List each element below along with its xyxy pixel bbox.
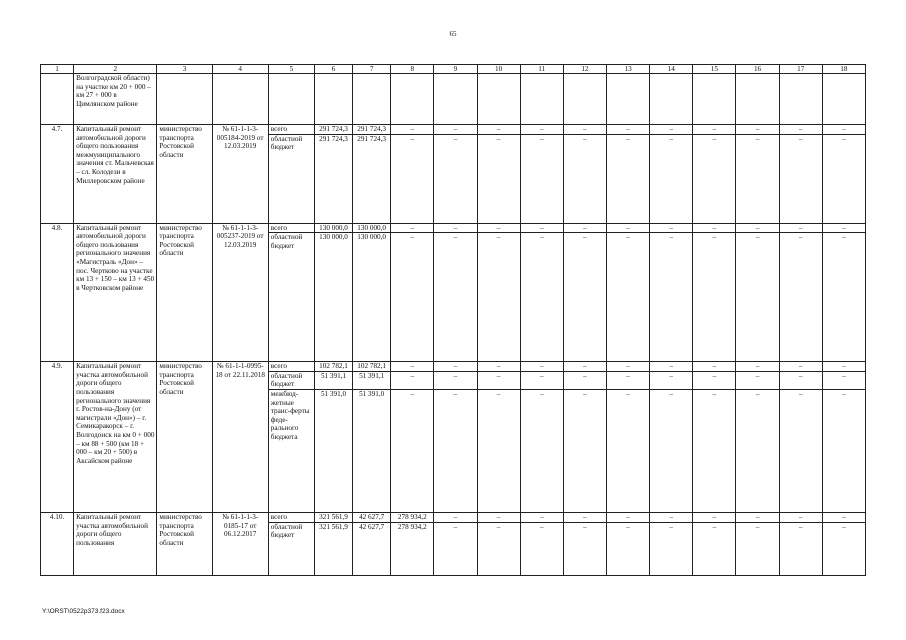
- column-header-8: 8: [391, 65, 434, 74]
- value-cell-7: 291 724,3: [353, 125, 391, 135]
- value-cell-9: –: [434, 125, 477, 135]
- table-row: [41, 223, 866, 233]
- empty-cell: [779, 74, 822, 125]
- value-cell-6: 321 561,9: [314, 522, 352, 575]
- value-cell-7: 291 724,3: [353, 134, 391, 223]
- value-cell-6: 291 724,3: [314, 125, 352, 135]
- funding-source-cell: областной бюджет: [268, 134, 314, 223]
- column-header-5: 5: [268, 65, 314, 74]
- value-cell-6: 291 724,3: [314, 134, 352, 223]
- row-number-cell: 4.10.: [41, 512, 74, 575]
- empty-cell: [822, 74, 865, 125]
- funding-source-cell: областной бюджет: [268, 371, 314, 389]
- executor-cell: министерство транспорта Ростовской области: [157, 223, 212, 362]
- empty-cell: [563, 74, 606, 125]
- row-number-cell: [41, 74, 74, 125]
- funding-source-cell: межбюд-жетные транс-ферты феде-рального бюджета: [268, 389, 314, 512]
- empty-cell: [212, 74, 268, 125]
- value-cell-8: 278 934,2: [391, 522, 434, 575]
- value-cell-6: 321 561,9: [314, 512, 352, 522]
- value-cell-12: –: [563, 134, 606, 223]
- value-cell-14: –: [650, 134, 693, 223]
- object-name-cell: Капитальный ремонт автомобильной дороги общего пользования межмуниципального значения ст. Мальчевская – сл. Колодези в Миллеровском районе: [74, 125, 157, 224]
- document-number-cell: № 61-1-1-0995-18 от 22.11.2018: [212, 362, 268, 513]
- empty-cell: [520, 74, 563, 125]
- empty-cell: [693, 74, 736, 125]
- column-header-10: 10: [477, 65, 520, 74]
- table-row: [41, 74, 866, 125]
- value-cell-11: –: [520, 522, 563, 575]
- empty-cell: [391, 74, 434, 125]
- empty-cell: [314, 74, 352, 125]
- value-cell-9: –: [434, 233, 477, 362]
- empty-cell: [477, 74, 520, 125]
- value-cell-16: –: [736, 362, 779, 372]
- value-cell-17: –: [779, 233, 822, 362]
- value-cell-6: 102 782,1: [314, 362, 352, 372]
- value-cell-9: –: [434, 134, 477, 223]
- value-cell-10: –: [477, 389, 520, 512]
- value-cell-11: –: [520, 512, 563, 522]
- value-cell-7: 51 391,1: [353, 371, 391, 389]
- funding-source-cell: всего: [268, 512, 314, 522]
- funding-source-cell: всего: [268, 223, 314, 233]
- executor-cell: министерство транспорта Ростовской области: [157, 512, 212, 575]
- column-header-4: 4: [212, 65, 268, 74]
- value-cell-8: –: [391, 371, 434, 389]
- value-cell-16: –: [736, 125, 779, 135]
- value-cell-9: –: [434, 223, 477, 233]
- value-cell-15: –: [693, 223, 736, 233]
- funding-source-cell: областной бюджет: [268, 233, 314, 362]
- empty-cell: [353, 74, 391, 125]
- value-cell-17: –: [779, 125, 822, 135]
- value-cell-13: –: [606, 362, 649, 372]
- value-cell-6: 51 391,1: [314, 371, 352, 389]
- value-cell-18: –: [822, 233, 865, 362]
- value-cell-14: –: [650, 233, 693, 362]
- value-cell-9: –: [434, 512, 477, 522]
- value-cell-8: –: [391, 134, 434, 223]
- value-cell-10: –: [477, 125, 520, 135]
- row-number-cell: 4.7.: [41, 125, 74, 224]
- column-header-12: 12: [563, 65, 606, 74]
- value-cell-17: –: [779, 223, 822, 233]
- budget-table: [40, 64, 866, 576]
- value-cell-13: –: [606, 125, 649, 135]
- page-number: 65: [449, 30, 457, 38]
- row-number-cell: 4.8.: [41, 223, 74, 362]
- value-cell-14: –: [650, 512, 693, 522]
- table-row: [41, 125, 866, 135]
- value-cell-11: –: [520, 389, 563, 512]
- value-cell-11: –: [520, 371, 563, 389]
- value-cell-14: –: [650, 389, 693, 512]
- value-cell-16: –: [736, 134, 779, 223]
- value-cell-10: –: [477, 512, 520, 522]
- value-cell-12: –: [563, 512, 606, 522]
- value-cell-18: –: [822, 522, 865, 575]
- object-name-cell: Капитальный ремонт участка автомобильной дороги общего пользования регионального значения г. Ростов-на-Дону (от магистрали «Дон») – г. Семикаракорск – г. Волгодонск на км 0 + 000 – км 88 + 500 (км 18 + 000 – км 20 + 500) в Аксайском районе: [74, 362, 157, 513]
- file-path-footer: Y:\ORST\0522p373.f23.docx: [42, 608, 125, 615]
- value-cell-9: –: [434, 522, 477, 575]
- column-header-14: 14: [650, 65, 693, 74]
- document-number-cell: № 61-1-1-3-005237-2019 от 12.03.2019: [212, 223, 268, 362]
- value-cell-13: –: [606, 233, 649, 362]
- value-cell-8: –: [391, 362, 434, 372]
- row-number-cell: 4.9.: [41, 362, 74, 513]
- value-cell-13: –: [606, 134, 649, 223]
- empty-cell: [736, 74, 779, 125]
- column-header-15: 15: [693, 65, 736, 74]
- value-cell-10: –: [477, 134, 520, 223]
- value-cell-11: –: [520, 125, 563, 135]
- value-cell-10: –: [477, 233, 520, 362]
- value-cell-12: –: [563, 371, 606, 389]
- object-name-cell: Капитальный ремонт участка автомобильной дороги общего пользования: [74, 512, 157, 575]
- value-cell-6: 130 000,0: [314, 233, 352, 362]
- value-cell-7: 130 000,0: [353, 233, 391, 362]
- column-header-3: 3: [157, 65, 212, 74]
- value-cell-8: –: [391, 125, 434, 135]
- funding-source-cell: всего: [268, 362, 314, 372]
- value-cell-10: –: [477, 522, 520, 575]
- empty-cell: [268, 74, 314, 125]
- value-cell-15: –: [693, 233, 736, 362]
- value-cell-18: –: [822, 512, 865, 522]
- document-number-cell: № 61-1-1-3-0185-17 от 06.12.2017: [212, 512, 268, 575]
- column-header-6: 6: [314, 65, 352, 74]
- executor-cell: министерство транспорта Ростовской области: [157, 362, 212, 513]
- value-cell-18: –: [822, 223, 865, 233]
- value-cell-12: –: [563, 233, 606, 362]
- value-cell-9: –: [434, 389, 477, 512]
- object-name-cell: Капитальный ремонт автомобильной дороги общего пользования регионального значения «Магистраль «Дон» – пос. Чертково на участке км 13 + 150 – км 13 + 450 в Чертковском районе: [74, 223, 157, 362]
- value-cell-17: –: [779, 362, 822, 372]
- column-header-2: 2: [74, 65, 157, 74]
- value-cell-18: –: [822, 125, 865, 135]
- value-cell-7: 51 391,0: [353, 389, 391, 512]
- empty-cell: [650, 74, 693, 125]
- value-cell-16: –: [736, 512, 779, 522]
- value-cell-11: –: [520, 223, 563, 233]
- value-cell-16: –: [736, 371, 779, 389]
- value-cell-17: –: [779, 522, 822, 575]
- value-cell-16: –: [736, 522, 779, 575]
- value-cell-9: –: [434, 371, 477, 389]
- value-cell-16: –: [736, 223, 779, 233]
- value-cell-7: 102 782,1: [353, 362, 391, 372]
- column-header-13: 13: [606, 65, 649, 74]
- value-cell-15: –: [693, 512, 736, 522]
- funding-source-cell: всего: [268, 125, 314, 135]
- value-cell-10: –: [477, 371, 520, 389]
- value-cell-18: –: [822, 371, 865, 389]
- column-header-17: 17: [779, 65, 822, 74]
- value-cell-15: –: [693, 362, 736, 372]
- value-cell-6: 130 000,0: [314, 223, 352, 233]
- value-cell-8: –: [391, 223, 434, 233]
- value-cell-18: –: [822, 362, 865, 372]
- column-header-7: 7: [353, 65, 391, 74]
- header-row: [41, 65, 866, 74]
- value-cell-8: 278 934,2: [391, 512, 434, 522]
- value-cell-14: –: [650, 371, 693, 389]
- value-cell-14: –: [650, 522, 693, 575]
- value-cell-18: –: [822, 134, 865, 223]
- column-header-1: 1: [41, 65, 74, 74]
- column-header-16: 16: [736, 65, 779, 74]
- value-cell-13: –: [606, 522, 649, 575]
- value-cell-17: –: [779, 512, 822, 522]
- value-cell-6: 51 391,0: [314, 389, 352, 512]
- value-cell-10: –: [477, 223, 520, 233]
- value-cell-12: –: [563, 522, 606, 575]
- value-cell-11: –: [520, 233, 563, 362]
- value-cell-15: –: [693, 371, 736, 389]
- column-header-9: 9: [434, 65, 477, 74]
- value-cell-14: –: [650, 125, 693, 135]
- value-cell-8: –: [391, 233, 434, 362]
- value-cell-12: –: [563, 362, 606, 372]
- table-row: [41, 512, 866, 522]
- value-cell-7: 42 627,7: [353, 512, 391, 522]
- value-cell-13: –: [606, 223, 649, 233]
- empty-cell: [606, 74, 649, 125]
- value-cell-7: 130 000,0: [353, 223, 391, 233]
- value-cell-17: –: [779, 134, 822, 223]
- value-cell-17: –: [779, 371, 822, 389]
- value-cell-14: –: [650, 362, 693, 372]
- table-row: [41, 362, 866, 372]
- object-name-cell: Волгоградской области) на участке км 20 + 000 – км 27 + 000 в Цимлянском районе: [74, 74, 157, 125]
- value-cell-12: –: [563, 223, 606, 233]
- value-cell-15: –: [693, 125, 736, 135]
- column-header-11: 11: [520, 65, 563, 74]
- value-cell-7: 42 627,7: [353, 522, 391, 575]
- value-cell-11: –: [520, 362, 563, 372]
- value-cell-8: –: [391, 389, 434, 512]
- value-cell-18: –: [822, 389, 865, 512]
- column-header-18: 18: [822, 65, 865, 74]
- value-cell-9: –: [434, 362, 477, 372]
- value-cell-15: –: [693, 522, 736, 575]
- value-cell-17: –: [779, 389, 822, 512]
- value-cell-13: –: [606, 512, 649, 522]
- value-cell-15: –: [693, 389, 736, 512]
- value-cell-15: –: [693, 134, 736, 223]
- value-cell-14: –: [650, 223, 693, 233]
- value-cell-12: –: [563, 389, 606, 512]
- value-cell-12: –: [563, 125, 606, 135]
- value-cell-16: –: [736, 233, 779, 362]
- value-cell-11: –: [520, 134, 563, 223]
- value-cell-13: –: [606, 371, 649, 389]
- document-number-cell: № 61-1-1-3-005184-2019 от 12.03.2019: [212, 125, 268, 224]
- value-cell-13: –: [606, 389, 649, 512]
- empty-cell: [434, 74, 477, 125]
- executor-cell: министерство транспорта Ростовской области: [157, 125, 212, 224]
- value-cell-16: –: [736, 389, 779, 512]
- value-cell-10: –: [477, 362, 520, 372]
- empty-cell: [157, 74, 212, 125]
- funding-source-cell: областной бюджет: [268, 522, 314, 575]
